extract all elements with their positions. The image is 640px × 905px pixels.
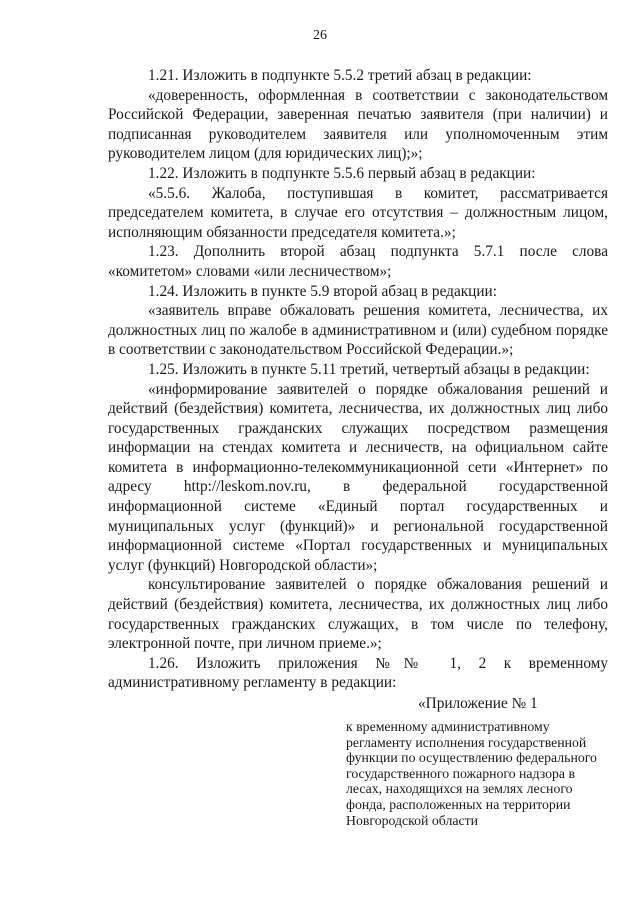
document-body (108, 66, 608, 693)
appendix-title: «Приложение № 1 (418, 695, 538, 712)
paragraph-1-23: 1.23. Дополнить второй абзац подпункта 5.7.1 после слова «комитетом» словами «или лесничеством»; (108, 243, 608, 280)
paragraph-quote-appeal-right: «заявитель вправе обжаловать решения комитета, лесничества, их должностных лиц по жалобе в административном и (или) судебном порядке в соответствии с законодательством Российской Федерации.»; (108, 302, 608, 359)
appendix-description: к временному административному регламенту исполнения государственной функции по осуществлению федерального государственного пожарного надзора в лесах, находящихся на землях лесного фонда, расположенных на территории Новгородской области (346, 719, 597, 828)
paragraph-quote-5-5-6: «5.5.6. Жалоба, поступившая в комитет, рассматривается председателем комитета, в случае его отсутствия – должностным лицом, исполняющим обязанности председателя комитета.»; (108, 184, 608, 241)
paragraph-quote-power-of-attorney: «доверенность, оформленная в соответствии с законодательством Российской Федерации, заверенная печатью заявителя (при наличии) и подписанная руководителем заявителя или уполномоченным этим руководителем лицом (для юридических лиц);»; (108, 86, 608, 163)
paragraph-1-25: 1.25. Изложить в пункте 5.11 третий, четвертый абзацы в редакции: (148, 360, 590, 378)
paragraph-consulting: консультирование заявителей о порядке обжалования решений и действий (бездействия) комитета, лесничества, их должностных лиц либо государственных гражданских служащих, в том числе по телефону, электронной почте, при личном приеме.»; (108, 576, 608, 653)
paragraph-1-24: 1.24. Изложить в пункте 5.9 второй абзац в редакции: (148, 282, 497, 300)
paragraph-1-26: 1.26. Изложить приложения №№ 1, 2 к временному административному регламенту в редакции: (108, 654, 608, 692)
paragraph-1-22: 1.22. Изложить в подпункте 5.5.6 первый абзац в редакции: (148, 164, 536, 182)
paragraph-1-21: 1.21. Изложить в подпункте 5.5.2 третий абзац в редакции: (148, 67, 532, 84)
page-number: 26 (313, 28, 327, 43)
paragraph-quote-informing: «информирование заявителей о порядке обжалования решений и действий (бездействия) комитета, лесничества, их должностных лиц либо государственных гражданских служащих посредством размещения информации на стендах комитета и лесничеств, на официальном сайте комитета в информационно-телекоммуникационной сети «Интернет» по адресу http://leskom.nov.ru, в федеральной государственной информационной системе «Единый портал государственных и муниципальных услуг (функций)» и региональной государственной информационной системе «Портал государственных и муниципальных услуг (функций) Новгородской области»; (108, 380, 608, 574)
